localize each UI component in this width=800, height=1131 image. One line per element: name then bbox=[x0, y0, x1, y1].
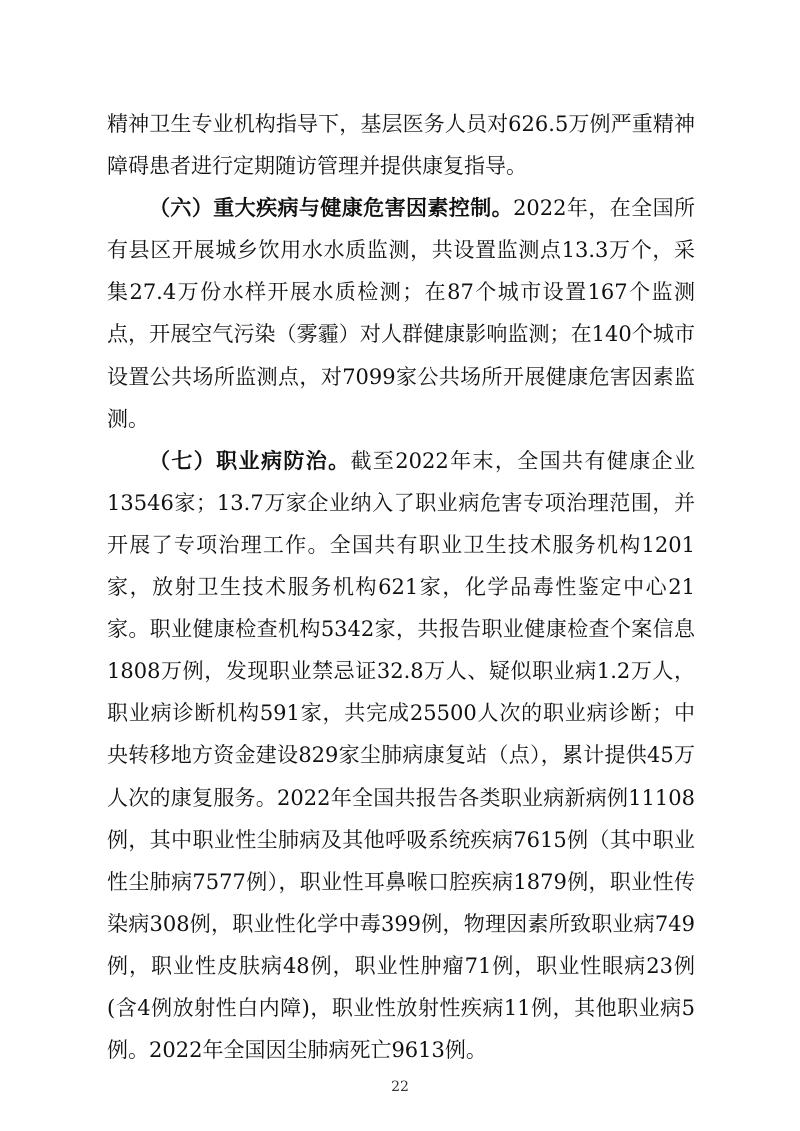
page-number: 22 bbox=[391, 1079, 409, 1095]
paragraph-continuation: 精神卫生专业机构指导下，基层医务人员对626.5万例严重精神障碍患者进行定期随访管理并提供康复指导。 bbox=[107, 112, 695, 179]
paragraph-section-6 bbox=[107, 187, 695, 440]
section-6-body: 2022年，在全国所有县区开展城乡饮用水水质监测，共设置监测点13.3万个，采集27.4万份水样开展水质检测；在87个城市设置167个监测点，开展空气污染（雾霾）对人群健康影响监测；在140个城市设置公共场所监测点，对7099家公共场所开展健康危害因素监测。 bbox=[107, 196, 695, 431]
section-6-heading: （六）重大疾病与健康危害因素控制。 bbox=[149, 195, 514, 221]
section-7-heading: （七）职业病防治。 bbox=[149, 447, 351, 473]
paragraph-section-7 bbox=[107, 440, 695, 1071]
section-7-body: 截至2022年末，全国共有健康企业13546家；13.7万家企业纳入了职业病危害专项治理范围，并开展了专项治理工作。全国共有职业卫生技术服务机构1201家，放射卫生技术服务机构621家，化学品毒性鉴定中心21家。职业健康检查机构5342家，共报告职业健康检查个案信息1808万例，发现职业禁忌证32.8万人、疑似职业病1.2万人，职业病诊断机构591家，共完成25500人次的职业病诊断；中央转移地方资金建设829家尘肺病康复站（点），累计提供45万人次的康复服务。2022年全国共报告各类职业病新病例11108例，其中职业性尘肺病及其他呼吸系统疾病7615例（其中职业性尘肺病7577例），职业性耳鼻喉口腔疾病1879例，职业性传染病308例，职业性化学中毒399例，物理因素所致职业病749例，职业性皮肤病48例，职业性肿瘤71例，职业性眼病23例(含4例放射性白内障)，职业性放射性疾病11例，其他职业病5例。2022年全国因尘肺病死亡9613例。 bbox=[107, 448, 695, 1063]
document-body bbox=[107, 103, 695, 1071]
